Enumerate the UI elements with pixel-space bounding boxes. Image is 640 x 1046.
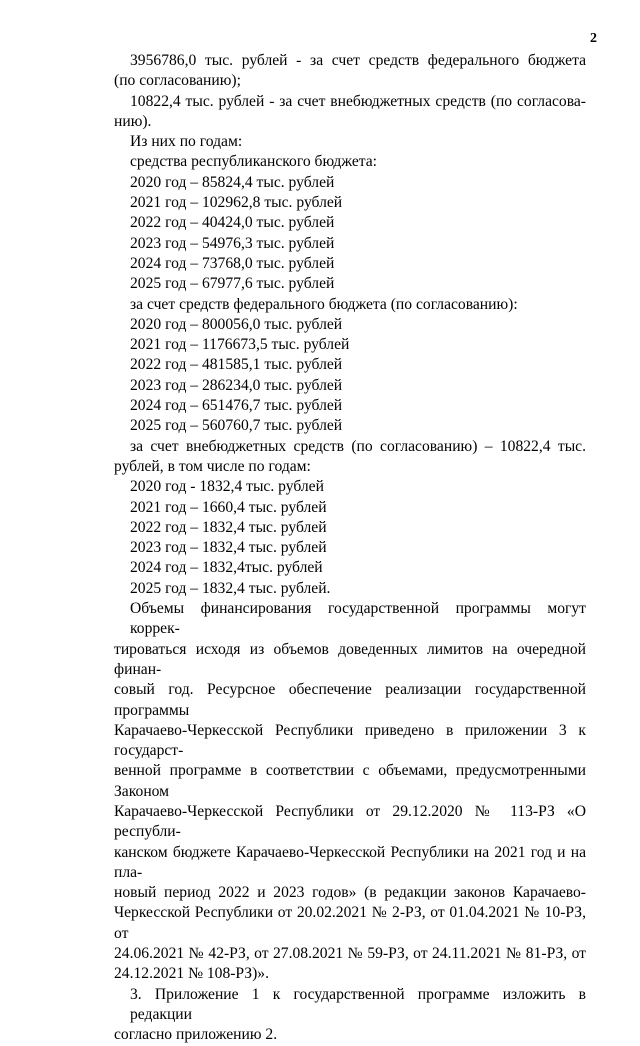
text-line: 2022 год – 40424,0 тыс. рублей <box>130 214 335 232</box>
text-line: средства республиканского бюджета: <box>130 153 378 171</box>
text-line: Объемы финансирования государственной программы могут коррек- <box>130 600 586 638</box>
text-line: новый период 2022 и 2023 годов» (в редакции законов Карачаево- <box>114 884 586 902</box>
text-line: (по согласованию); <box>114 72 241 90</box>
text-line: 3. Приложение 1 к государственной программе изложить в редакции <box>130 985 586 1023</box>
text-line: нию). <box>114 112 152 130</box>
text-line: 2022 год – 481585,1 тыс. рублей <box>130 356 343 374</box>
text-line: совый год. Ресурсное обеспечение реализации государственной программы <box>114 681 586 719</box>
text-line: 2025 год – 1832,4 тыс. рублей. <box>130 579 331 597</box>
text-line: 2021 год – 1176673,5 тыс. рублей <box>130 336 350 354</box>
text-line: 2023 год – 54976,3 тыс. рублей <box>130 234 335 252</box>
text-line: 2024 год – 73768,0 тыс. рублей <box>130 254 335 272</box>
text-line: 2025 год – 67977,6 тыс. рублей <box>130 275 335 293</box>
text-line: 2025 год – 560760,7 тыс. рублей <box>130 417 343 435</box>
text-line: 2022 год – 1832,4 тыс. рублей <box>130 518 327 536</box>
text-line: 2020 год - 1832,4 тыс. рублей <box>130 478 324 496</box>
text-line: 2024 год – 1832,4тыс. рублей <box>130 559 323 577</box>
body-text <box>114 51 586 1046</box>
text-line: Черкесской Республики от 20.02.2021 № 2-РЗ, от 01.04.2021 № 10-РЗ, от <box>114 904 586 942</box>
text-line: 3956786,0 тыс. рублей - за счет средств федерального бюджета <box>130 52 586 69</box>
text-line: Из них по годам: <box>130 133 243 151</box>
text-line: 2021 год – 102962,8 тыс. рублей <box>130 194 343 212</box>
text-line: 24.06.2021 № 42-РЗ, от 27.08.2021 № 59-РЗ, от 24.11.2021 № 81-РЗ, от <box>114 945 586 963</box>
text-line: 2020 год – 85824,4 тыс. рублей <box>130 173 335 191</box>
text-line: 2021 год – 1660,4 тыс. рублей <box>130 498 327 516</box>
text-line: венной программе в соответствии с объемами, предусмотренными Законом <box>114 762 586 800</box>
page-number: 2 <box>590 31 597 46</box>
text-line: 2020 год – 800056,0 тыс. рублей <box>130 315 343 333</box>
text-line: тироваться исходя из объемов доведенных лимитов на очередной финан- <box>114 640 586 678</box>
text-line: согласно приложению 2. <box>114 1026 278 1044</box>
text-line: 2023 год – 286234,0 тыс. рублей <box>130 376 343 394</box>
text-line: Карачаево-Черкесской Республики от 29.12.2020 № 113-РЗ «О республи- <box>114 802 586 841</box>
text-line: 2024 год – 651476,7 тыс. рублей <box>130 397 343 415</box>
text-line: канском бюджете Карачаево-Черкесской Республики на 2021 год и на пла- <box>114 843 586 881</box>
text-line: Карачаево-Черкесской Республики приведено в приложении 3 к государст- <box>114 721 586 760</box>
text-line: 2023 год – 1832,4 тыс. рублей <box>130 539 327 557</box>
text-line: рублей, в том числе по годам: <box>114 457 311 475</box>
text-line: 24.12.2021 № 108-РЗ)». <box>114 965 269 983</box>
text-line: 10822,4 тыс. рублей - за счет внебюджетных средств (по согласова- <box>130 92 586 110</box>
text-line: за счет внебюджетных средств (по согласованию) – 10822,4 тыс. <box>130 437 586 455</box>
text-line: за счет средств федерального бюджета (по согласованию): <box>130 295 518 313</box>
